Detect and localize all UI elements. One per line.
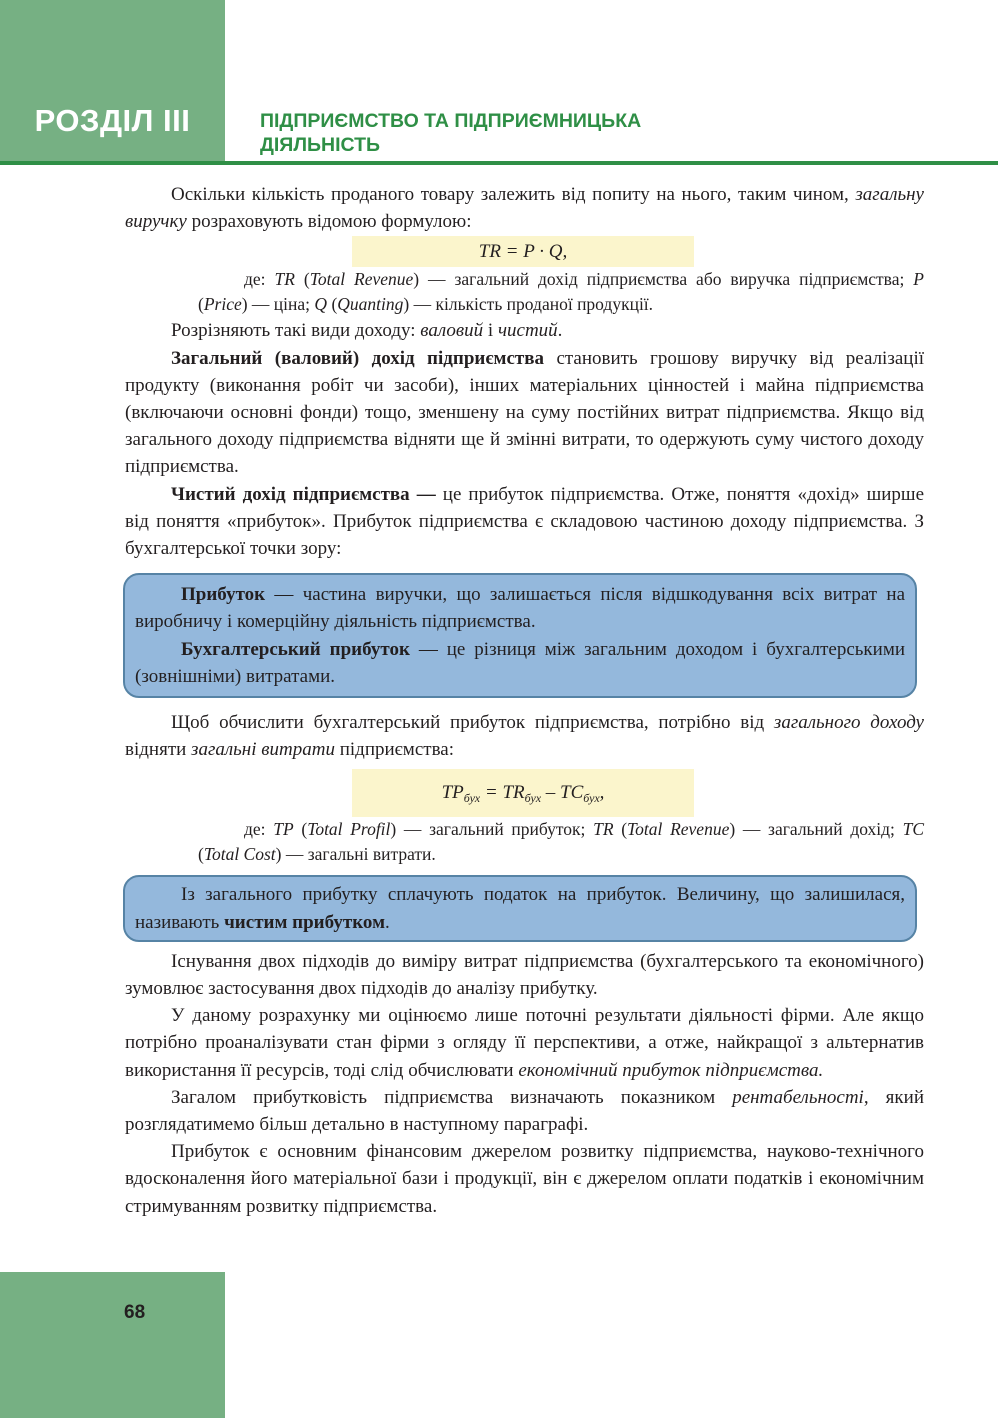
paragraph-6: Існування двох підходів до виміру витрат підприємства (бухгалтерського та економічного) зумовлює застосування двох підходів до аналізу прибутку.: [125, 950, 924, 1000]
definition-accounting-profit: Бухгалтерський прибуток — це різниця між загальним доходом і бухгалтерськими (зовнішніми) витратами.: [135, 638, 906, 687]
term-net-income: Чистий дохід підприємства —: [171, 483, 436, 505]
chapter-title-line-2: ДІЯЛЬНІСТЬ: [260, 134, 381, 156]
definition-profit: Прибуток — частина виручки, що залишається після відшкодування всіх витрат на виробничу і комерційну діяльність підприємства.: [135, 584, 905, 633]
text: Оскільки кількість проданого товару залежить від попиту на нього, таким чином,: [171, 184, 856, 205]
paragraph-7: У даному розрахунку ми оцінюємо лише поточні результати діяльності фірми. Але якщо потрібно проаналізувати стан фірми з огляду її перспективи, а отже, найкращої з альтернатив використання її ресурсів, тоді слід обчислювати економічний прибуток підприємства.: [125, 1005, 924, 1081]
section-label: РОЗДІЛ III: [34, 103, 191, 138]
paragraph-3: Загальний (валовий) дохід підприємства становить грошову виручку від реалізації продукту (виконання робіт чи засоби), інших матеріальних цінностей і майна підприємства (включаючи основні фонди) тощо, зменшену на суму постійних витрат підприємства. Якщо від загального доходу підприємства відняти ще й змінні витрати, то одержують суму чистого доходу підприємства.: [125, 347, 924, 478]
paragraph-8: Загалом прибутковість підприємства визначають показником рентабельності, який розглядатимемо більш детально в наступному параграфі.: [125, 1086, 924, 1136]
paragraph-2: Розрізняють такі види доходу: валовий і чистий.: [171, 320, 563, 342]
chapter-title: [260, 109, 860, 157]
text: розраховують відомою формулою:: [186, 211, 472, 233]
chapter-title-line-1: ПІДПРИЄМСТВО ТА ПІДПРИЄМНИЦЬКА: [260, 110, 642, 132]
paragraph-5: Щоб обчислити бухгалтерський прибуток підприємства, потрібно від загального доходу відняти загальні витрати підприємства:: [125, 712, 924, 761]
page-content: [125, 181, 924, 1220]
paragraph-9: Прибуток є основним фінансовим джерелом розвитку підприємства, науково-технічного вдосконалення його матеріальної бази і продукції, він є джерелом оплати податків і економічним стримуванням розвитку підприємства.: [125, 1141, 924, 1217]
page-number: 68: [124, 1302, 146, 1323]
definition-net-profit: Із загального прибутку сплачують податок на прибуток. Величину, що залишилася, називають чистим прибутком.: [135, 884, 905, 933]
term-gross-income: Загальний (валовий) дохід підприємства: [171, 347, 545, 369]
formula-2-legend: де: TP (Total Profil) — загальний прибуток; TR (Total Revenue) — загальний дохід; TC (Total Cost) — загальні витрати.: [198, 819, 925, 865]
definition-box-net-profit: [123, 875, 917, 941]
definition-box-profit: [123, 573, 917, 698]
paragraph-1: [125, 181, 924, 235]
paragraph-4: Чистий дохід підприємства — це прибуток підприємства. Отже, поняття «дохід» ширше від поняття «прибуток». Прибуток підприємства є складовою частиною доходу підприємства. З бухгалтерської точки зору:: [125, 483, 925, 560]
formula-accounting-profit: $TP_{бух} = TR_{бух} - TC_{бух}$,: [352, 769, 694, 817]
term-total-revenue: загальну виручку: [125, 184, 924, 233]
formula-total-revenue: TR = P · Q,: [352, 236, 694, 267]
footer-green-panel: [0, 1272, 225, 1418]
header-rule: [0, 161, 998, 165]
formula-1-legend: де: TR (Total Revenue) — загальний дохід підприємства або виручка підприємства; P (Price) — ціна; Q (Quanting) — кількість проданої продукції.: [198, 269, 924, 315]
